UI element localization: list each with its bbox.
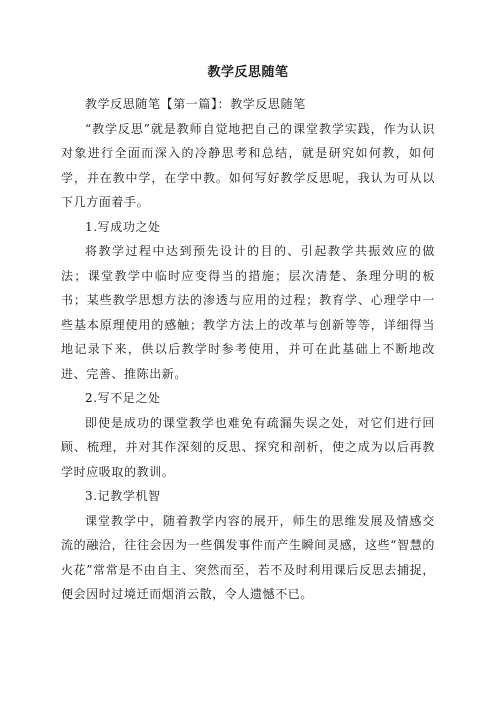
intro-paragraph: “教学反思”就是教师自觉地把自己的课堂教学实践，作为认识对象进行全面而深入的冷静思考和总结，就是研究如何教，如何学，并在教中学，在学中教。如何写好教学反思呢，我认为可从以下几方面着手。: [61, 121, 435, 209]
section-body-shortcomings: 即使是成功的课堂教学也难免有疏漏失误之处，对它们进行回顾、梳理，并对其作深刻的反思、探究和剖析，使之成为以后再教学时应吸取的教训。: [61, 415, 435, 479]
section-body-success: 将教学过程中达到预先设计的目的、引起教学共振效应的做法；课堂教学中临时应变得当的措施；层次清楚、条理分明的板书；某些教学思想方法的渗透与应用的过程；教育学、心理学中一些基本原理使用的感触；教学方法上的改革与创新等等，详细得当地记录下来，供以后教学时参考使用，并可在此基础上不断地改进、完善、推陈出新。: [61, 244, 435, 381]
document-title: 教学反思随笔: [207, 65, 289, 80]
section-body-teaching-wit: 课堂教学中，随着教学内容的展开，师生的思维发展及情感交流的融洽，往往会因为一些偶发事件而产生瞬间灵感，这些“智慧的火花”常常是不由自主、突然而至，若不及时利用课后反思去捕捉，便会因时过境迁而烟消云散，令人遗憾不已。: [61, 513, 435, 601]
section-heading-teaching-wit: 3.记教学机智: [85, 489, 161, 503]
section-heading-success: 1.写成功之处: [85, 219, 161, 234]
document-content: [61, 60, 435, 607]
section-heading-shortcomings: 2.写不足之处: [85, 391, 161, 405]
document-subtitle: 教学反思随笔【第一篇】：教学反思随笔: [85, 97, 306, 111]
